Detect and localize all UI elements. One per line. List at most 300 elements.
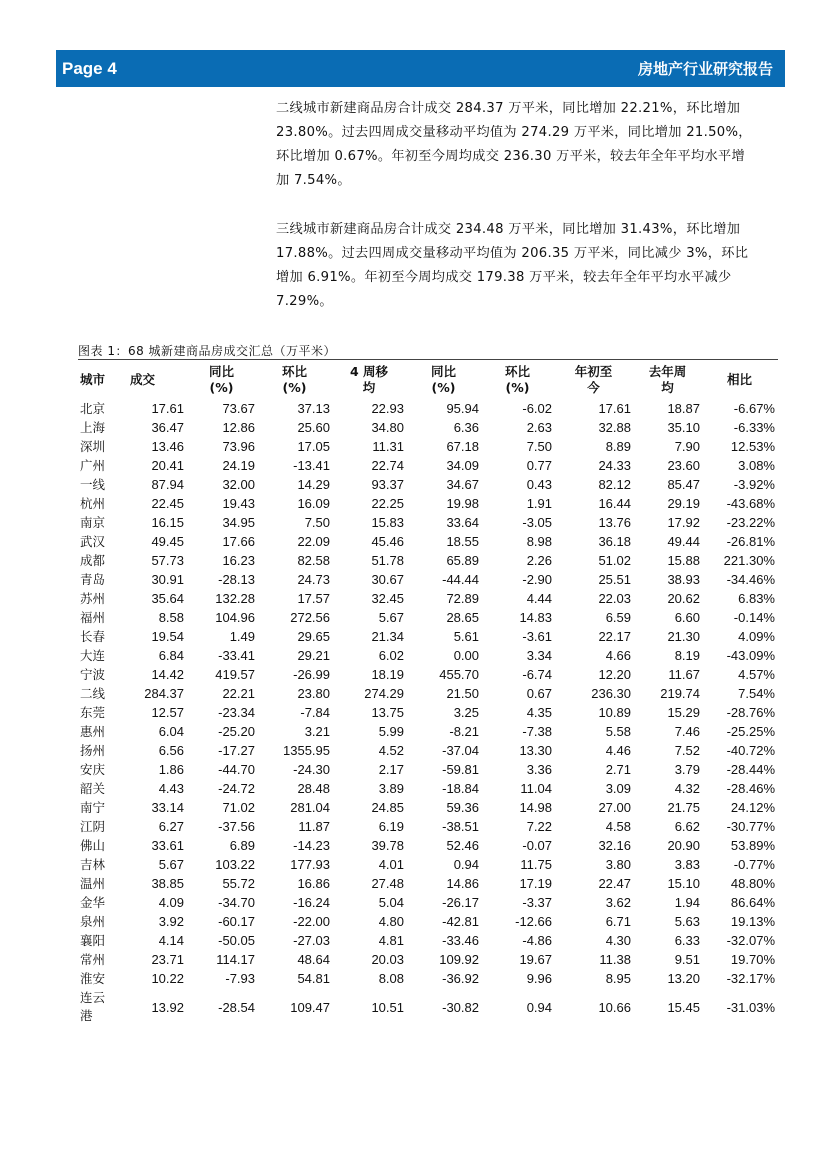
value-cell: 11.38 [599,952,631,967]
value-cell: 13.76 [598,515,631,530]
value-cell: 67.18 [446,439,479,454]
value-cell: 5.67 [158,857,184,872]
value-cell: 15.29 [667,705,700,720]
value-cell: 35.64 [151,591,184,606]
value-cell: -60.17 [218,914,255,929]
value-cell: 6.33 [674,933,700,948]
value-cell: -26.99 [293,667,330,682]
value-cell: 284.37 [144,686,184,701]
value-cell: 5.04 [378,895,404,910]
value-cell: -43.09% [726,648,775,663]
value-cell: 8.89 [605,439,631,454]
value-cell: 8.98 [526,534,552,549]
value-cell: 0.43 [526,477,552,492]
value-cell: 12.86 [222,420,255,435]
value-cell: 1.86 [158,762,184,777]
value-cell: 3.25 [453,705,479,720]
value-cell: -18.84 [442,781,479,796]
value-cell: 37.13 [297,401,330,416]
city-cell: 深圳 [80,439,106,454]
city-cell: 福州 [80,610,106,625]
value-cell: 6.89 [229,838,255,853]
value-cell: 6.83% [738,591,775,606]
value-cell: 73.96 [222,439,255,454]
value-cell: 1.91 [526,496,552,511]
value-cell: 22.93 [371,401,404,416]
value-cell: 15.88 [667,553,700,568]
col-header: 去年周 均 [648,364,687,395]
value-cell: 25.51 [598,572,631,587]
col-header: 环比 (%) [504,364,530,395]
value-cell: -7.38 [522,724,552,739]
value-cell: 132.28 [215,591,255,606]
value-cell: 22.21 [222,686,255,701]
caption-divider [78,359,778,360]
value-cell: -59.81 [442,762,479,777]
col-header: 相比 [726,372,752,387]
value-cell: -31.03% [726,999,775,1015]
value-cell: 17.19 [519,876,552,891]
value-cell: -28.13 [218,572,255,587]
value-cell: 4.44 [526,591,552,606]
table-row [80,475,779,494]
value-cell: 4.81 [378,933,404,948]
value-cell: 20.03 [371,952,404,967]
value-cell: 219.74 [660,686,700,701]
value-cell: 33.64 [446,515,479,530]
value-cell: 33.14 [151,800,184,815]
value-cell: -6.74 [522,667,552,682]
value-cell: -28.76% [726,705,775,720]
table-caption: 图表 1：68 城新建商品房成交汇总（万平米） [78,344,337,358]
city-cell: 北京 [80,401,106,416]
value-cell: 82.58 [297,553,330,568]
value-cell: -50.05 [218,933,255,948]
city-cell: 武汉 [80,534,106,549]
table-row [80,494,779,513]
value-cell: 28.48 [297,781,330,796]
value-cell: 104.96 [215,610,255,625]
city-cell: 温州 [80,876,106,891]
value-cell: 2.71 [605,762,631,777]
value-cell: 0.67 [526,686,552,701]
value-cell: 6.19 [378,819,404,834]
value-cell: 281.04 [290,800,330,815]
value-cell: 13.92 [151,999,184,1015]
city-cell: 广州 [80,458,106,473]
value-cell: 8.58 [158,610,184,625]
value-cell: 11.75 [520,857,552,872]
value-cell: 177.93 [290,857,330,872]
value-cell: 4.01 [378,857,404,872]
value-cell: 30.67 [371,572,404,587]
transaction-table [80,361,779,1026]
value-cell: 18.87 [667,401,700,416]
value-cell: 35.10 [667,420,700,435]
value-cell: 4.58 [605,819,631,834]
value-cell: 236.30 [591,686,631,701]
value-cell: 20.90 [667,838,700,853]
value-cell: 5.63 [674,914,700,929]
city-cell: 韶关 [80,781,106,796]
value-cell: 6.04 [158,724,184,739]
page-number: Page 4 [62,59,117,78]
value-cell: 13.75 [371,705,404,720]
value-cell: 7.52 [674,743,700,758]
value-cell: 32.00 [222,477,255,492]
value-cell: 0.94 [526,999,552,1015]
value-cell: -36.92 [442,971,479,986]
value-cell: 14.42 [151,667,184,682]
value-cell: 19.43 [222,496,255,511]
value-cell: 34.95 [222,515,255,530]
value-cell: 19.67 [519,952,552,967]
value-cell: 24.85 [371,800,404,815]
value-cell: 29.21 [297,648,330,663]
value-cell: 6.60 [674,610,700,625]
value-cell: -33.41 [218,648,255,663]
value-cell: 10.89 [598,705,631,720]
value-cell: 4.80 [378,914,404,929]
value-cell: 22.47 [598,876,631,891]
value-cell: 22.03 [598,591,631,606]
value-cell: -28.44% [726,762,775,777]
col-header: 年初至 今 [574,364,613,395]
value-cell: 48.80% [730,876,775,891]
value-cell: 29.65 [297,629,330,644]
value-cell: 4.14 [158,933,184,948]
col-header: 同比 (%) [430,364,456,395]
value-cell: 21.50 [446,686,479,701]
value-cell: 419.57 [215,667,255,682]
value-cell: 6.36 [453,420,479,435]
value-cell: 23.60 [667,458,700,473]
value-cell: 52.46 [446,838,479,853]
value-cell: 20.41 [151,458,184,473]
value-cell: 114.17 [216,952,255,967]
value-cell: -27.03 [293,933,330,948]
value-cell: 21.34 [371,629,404,644]
value-cell: 24.73 [297,572,330,587]
col-header: 同比 (%) [208,364,234,395]
city-cell: 宁波 [80,667,106,682]
value-cell: 17.57 [297,591,330,606]
value-cell: 15.83 [371,515,404,530]
value-cell: 45.46 [371,534,404,549]
value-cell: 22.09 [297,534,330,549]
value-cell: -23.34 [218,705,255,720]
value-cell: 3.83 [674,857,700,872]
value-cell: 17.05 [297,439,330,454]
value-cell: 12.53% [730,439,775,454]
value-cell: 17.66 [222,534,255,549]
value-cell: 51.78 [371,553,404,568]
value-cell: 24.12% [730,800,775,815]
value-cell: 4.57% [738,667,775,682]
value-cell: 34.09 [446,458,479,473]
value-cell: 17.61 [151,401,184,416]
value-cell: -32.07% [726,933,775,948]
value-cell: -14.23 [293,838,330,853]
value-cell: 4.09% [738,629,775,644]
value-cell: -38.51 [442,819,479,834]
value-cell: 72.89 [446,591,479,606]
value-cell: -4.86 [522,933,552,948]
city-cell: 吉林 [80,857,106,872]
value-cell: 25.60 [297,420,330,435]
value-cell: -26.81% [726,534,775,549]
table-row [80,551,779,570]
value-cell: 3.08% [738,458,775,473]
value-cell: -24.30 [293,762,330,777]
value-cell: 32.45 [371,591,404,606]
value-cell: 7.46 [674,724,700,739]
value-cell: 3.80 [605,857,631,872]
value-cell: 5.58 [605,724,631,739]
city-cell: 东莞 [80,705,106,720]
value-cell: 4.09 [158,895,184,910]
value-cell: 1355.95 [283,743,330,758]
table-row [80,760,779,779]
value-cell: 11.31 [372,439,404,454]
value-cell: 32.88 [598,420,631,435]
value-cell: 14.29 [297,477,330,492]
value-cell: 51.02 [598,553,631,568]
value-cell: -6.33% [733,420,775,435]
value-cell: -0.07 [522,838,552,853]
value-cell: 109.47 [290,999,330,1015]
value-cell: -42.81 [442,914,479,929]
table-row [80,418,779,437]
value-cell: -3.92% [733,477,775,492]
value-cell: 0.77 [526,458,552,473]
value-cell: 3.34 [526,648,552,663]
value-cell: 7.90 [674,439,700,454]
value-cell: 22.45 [151,496,184,511]
value-cell: 13.46 [151,439,184,454]
table-row [80,912,779,931]
value-cell: -16.24 [293,895,330,910]
value-cell: -32.17% [726,971,775,986]
value-cell: 1.49 [229,629,255,644]
value-cell: -24.72 [218,781,255,796]
value-cell: 17.92 [667,515,700,530]
value-cell: 3.21 [304,724,330,739]
value-cell: 32.16 [598,838,631,853]
value-cell: 6.02 [378,648,404,663]
value-cell: -0.14% [733,610,775,625]
value-cell: -34.46% [726,572,775,587]
value-cell: 21.75 [667,800,700,815]
value-cell: 29.19 [667,496,700,511]
value-cell: 38.93 [667,572,700,587]
value-cell: 8.95 [605,971,631,986]
value-cell: 16.09 [297,496,330,511]
value-cell: 59.36 [446,800,479,815]
value-cell: -40.72% [726,743,775,758]
city-cell: 佛山 [80,838,106,853]
value-cell: 19.70% [730,952,775,967]
value-cell: 36.18 [598,534,631,549]
value-cell: -17.27 [218,743,255,758]
value-cell: 0.94 [453,857,479,872]
table-row [80,722,779,741]
value-cell: 28.65 [446,610,479,625]
value-cell: 272.56 [290,610,330,625]
value-cell: 48.64 [297,952,330,967]
value-cell: 24.19 [222,458,255,473]
value-cell: 6.27 [158,819,184,834]
city-cell: 苏州 [80,591,106,606]
col-header: 4 周移 均 [349,364,389,395]
value-cell: 6.71 [605,914,631,929]
table-row [80,513,779,532]
value-cell: -7.84 [300,705,330,720]
table-row [80,969,779,988]
value-cell: 49.45 [151,534,184,549]
value-cell: 16.23 [222,553,255,568]
value-cell: 39.78 [371,838,404,853]
table-row [80,798,779,817]
table-row [80,456,779,475]
value-cell: 23.71 [151,952,184,967]
value-cell: 16.44 [598,496,631,511]
city-cell: 南京 [80,515,106,530]
value-cell: -30.77% [726,819,775,834]
value-cell: -28.46% [726,781,775,796]
value-cell: 3.62 [605,895,631,910]
value-cell: 2.63 [526,420,552,435]
col-header: 城市 [80,372,106,387]
value-cell: 4.43 [158,781,184,796]
city-cell: 二线 [80,686,106,701]
value-cell: 6.59 [605,610,631,625]
value-cell: 55.72 [222,876,255,891]
value-cell: 17.61 [598,401,631,416]
table-row [80,437,779,456]
city-cell: 杭州 [80,496,106,511]
city-cell: 泉州 [80,914,106,929]
table-row [80,836,779,855]
value-cell: 13.30 [519,743,552,758]
value-cell: -33.46 [442,933,479,948]
city-cell: 长春 [80,629,106,644]
value-cell: 65.89 [446,553,479,568]
value-cell: 22.17 [598,629,631,644]
value-cell: 7.22 [526,819,552,834]
value-cell: 103.22 [215,857,255,872]
value-cell: 34.80 [371,420,404,435]
table-header-row [80,361,779,399]
value-cell: -44.44 [442,572,479,587]
value-cell: 16.15 [151,515,184,530]
table-row [80,741,779,760]
value-cell: 11.87 [298,819,330,834]
value-cell: 4.52 [378,743,404,758]
city-cell: 连云 港 [80,990,106,1023]
value-cell: 5.99 [378,724,404,739]
value-cell: 19.54 [151,629,184,644]
value-cell: 2.26 [526,553,552,568]
table-row [80,589,779,608]
table-row [80,627,779,646]
table-row [80,532,779,551]
value-cell: 34.67 [446,477,479,492]
value-cell: 4.46 [605,743,631,758]
value-cell: 4.35 [526,705,552,720]
value-cell: 87.94 [151,477,184,492]
value-cell: 30.91 [151,572,184,587]
value-cell: -8.21 [449,724,479,739]
value-cell: 1.94 [674,895,700,910]
value-cell: 93.37 [371,477,404,492]
value-cell: 10.66 [598,999,631,1015]
page-header-bar [56,50,785,87]
value-cell: 15.10 [667,876,700,891]
value-cell: -26.17 [442,895,479,910]
value-cell: 53.89% [730,838,775,853]
city-cell: 襄阳 [80,933,106,948]
value-cell: 4.32 [674,781,700,796]
value-cell: 16.86 [297,876,330,891]
value-cell: 9.96 [526,971,552,986]
value-cell: 38.85 [151,876,184,891]
city-cell: 安庆 [80,762,106,777]
value-cell: 12.57 [151,705,184,720]
col-header: 成交 [130,372,156,387]
value-cell: 54.81 [297,971,330,986]
value-cell: -13.41 [293,458,330,473]
city-cell: 上海 [80,420,106,435]
value-cell: 14.83 [519,610,552,625]
value-cell: -44.70 [218,762,255,777]
value-cell: 71.02 [222,800,255,815]
value-cell: -22.00 [293,914,330,929]
value-cell: 0.00 [453,648,479,663]
table-row [80,874,779,893]
table-row [80,988,779,1026]
value-cell: 49.44 [667,534,700,549]
value-cell: 95.94 [446,401,479,416]
table-row [80,950,779,969]
value-cell: 86.64% [730,895,775,910]
city-cell: 南宁 [80,800,106,815]
value-cell: 27.00 [598,800,631,815]
table-row [80,779,779,798]
paragraph-tier2-summary: 二线城市新建商品房合计成交 284.37 万平米，同比增加 22.21%，环比增加 23.80%。过去四周成交量移动平均值为 274.29 万平米，同比增加 21.50%，环比增加 0.67%。年初至今周均成交 236.30 万平米，较去年全年平均水平增加 7.54%。 [276,101,752,188]
value-cell: 19.13% [730,914,775,929]
value-cell: 5.67 [378,610,404,625]
value-cell: -28.54 [218,999,255,1015]
value-cell: 6.84 [158,648,184,663]
value-cell: 57.73 [151,553,184,568]
value-cell: 3.89 [378,781,404,796]
value-cell: -12.66 [515,914,552,929]
value-cell: 11.04 [520,781,552,796]
paragraph-tier3-summary: 三线城市新建商品房合计成交 234.48 万平米，同比增加 31.43%，环比增加 17.88%。过去四周成交量移动平均值为 206.35 万平米，同比减少 3%，环比增加 6.91%。年初至今周均成交 179.38 万平米，较去年全年平均水平减少 7.29%。 [276,222,749,309]
table-row [80,665,779,684]
table-row [80,855,779,874]
value-cell: 3.36 [526,762,552,777]
value-cell: 10.22 [151,971,184,986]
value-cell: 24.33 [598,458,631,473]
table-row [80,817,779,836]
city-cell: 扬州 [80,743,106,758]
value-cell: 4.30 [605,933,631,948]
value-cell: 12.20 [598,667,631,682]
value-cell: 4.66 [605,648,631,663]
value-cell: 7.50 [304,515,330,530]
